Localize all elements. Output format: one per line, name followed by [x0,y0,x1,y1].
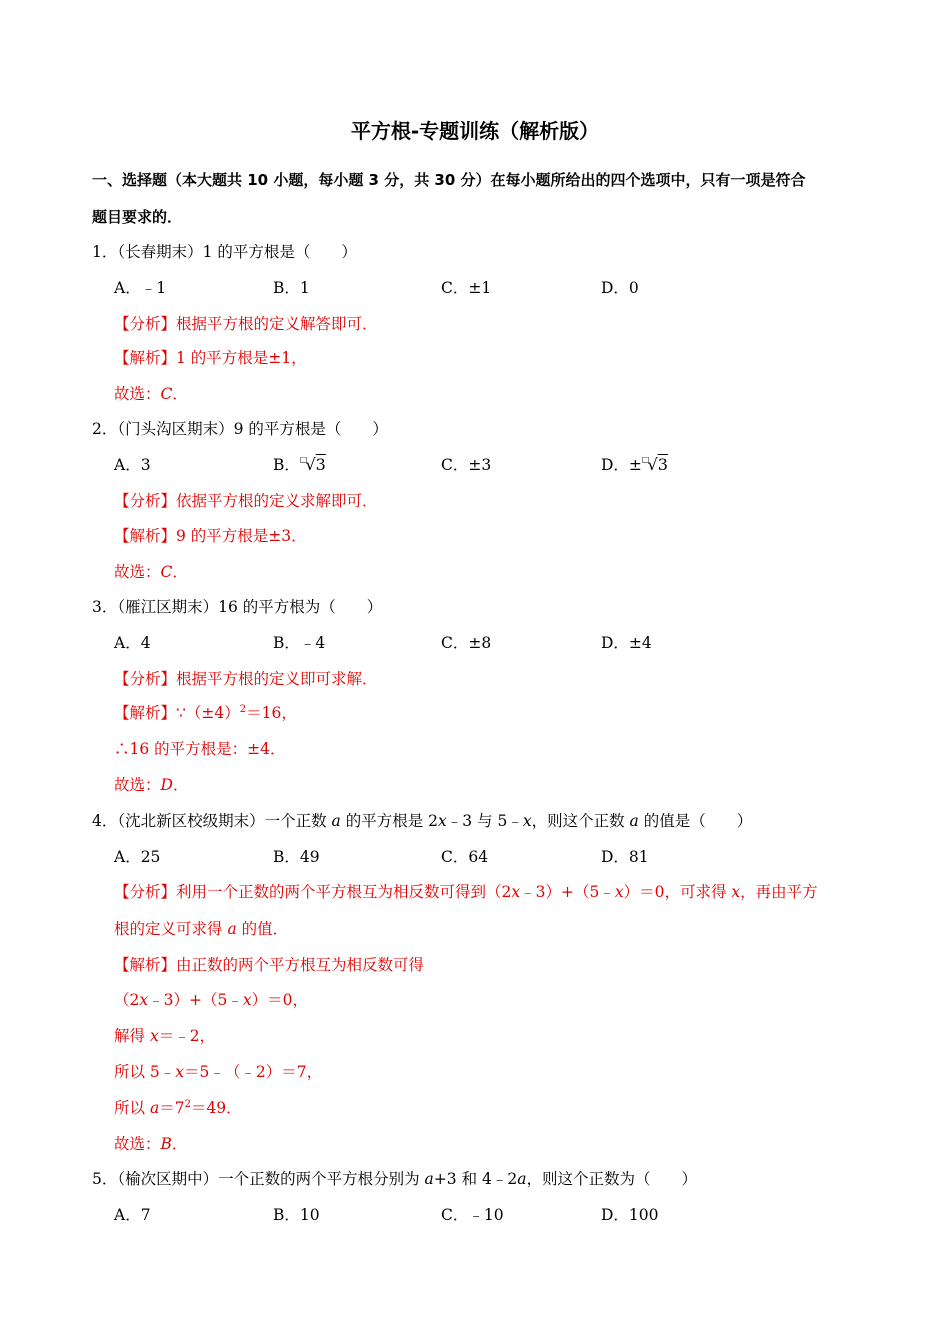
q2-option-d: D．±□√3 [601,455,668,478]
q2-solution: 【解析】9 的平方根是±3． [114,527,307,545]
q1-solution: 【解析】1 的平方根是±1， [114,349,307,367]
q4-option-a: A．25 [114,848,161,866]
cube-root-3: □√3 [641,455,668,474]
q3-analysis: 【分析】根据平方根的定义即可求解． [114,670,378,688]
q2-answer: 故选：C． [114,563,188,581]
q2-option-c: C．±3 [441,456,492,474]
q4-analysis: 【分析】利用一个正数的两个平方根互为相反数可得到（2x﹣3）+（5﹣x）＝0，可求得 x，再由平方 [114,883,818,901]
question-1-stem: 1．（长春期末）1 的平方根是（ ） [92,243,357,261]
q1-option-b: B．1 [273,279,310,297]
q2-option-b: B．□√3 [273,455,326,478]
q2-analysis: 【分析】依据平方根的定义求解即可． [114,492,378,510]
question-5-stem: 5．（榆次区期中）一个正数的两个平方根分别为 a+3 和 4﹣2a，则这个正数为（ ） [92,1170,697,1188]
q5-option-c: C．﹣10 [441,1206,504,1224]
q4-option-c: C．64 [441,848,489,866]
section-header-line1: 一、选择题（本大题共 10 小题，每小题 3 分，共 30 分）在每小题所给出的四个选项中，只有一项是符合 [92,171,806,189]
q5-option-b: B．10 [273,1206,320,1224]
q2-option-a: A．3 [114,456,151,474]
q3-answer: 故选：D． [114,776,189,794]
q1-analysis: 【分析】根据平方根的定义解答即可． [114,315,378,333]
q4-option-b: B．49 [273,848,320,866]
q5-option-d: D．100 [601,1206,659,1224]
q5-option-a: A．7 [114,1206,151,1224]
q1-answer: 故选：C． [114,385,188,403]
q1-option-d: D．0 [601,279,639,297]
q4-analysis-2: 根的定义可求得 a 的值． [114,920,289,938]
q4-solution-4: 所以 5﹣x＝5﹣（﹣2）＝7， [114,1063,323,1081]
cube-root-3: □√3 [299,455,326,474]
q4-solution-5: 所以 $a=7^2=49$． [114,1099,242,1117]
q4-solution: 【解析】由正数的两个平方根互为相反数可得 [114,956,425,974]
question-3-stem: 3．（雁江区期末）16 的平方根为（ ） [92,598,383,616]
q3-solution-2: ∴16 的平方根是：±4． [114,740,286,758]
page-title: 平方根-专题训练（解析版） [350,119,600,143]
section-header-line2: 题目要求的． [92,208,183,226]
q3-option-c: C．±8 [441,634,492,652]
q4-solution-3: 解得 x＝﹣2， [114,1027,216,1045]
question-2-stem: 2．（门头沟区期末）9 的平方根是（ ） [92,420,388,438]
question-4-stem: 4．（沈北新区校级期末）一个正数 a 的平方根是 2x﹣3 与 5﹣x，则这个正数 a 的值是（ ） [92,812,753,830]
solution-tag: 【解析】 [114,349,177,367]
q3-option-d: D．±4 [601,634,652,652]
q3-option-a: A．4 [114,634,151,652]
analysis-tag: 【分析】 [114,315,177,333]
q3-option-b: B．﹣4 [273,634,326,652]
q4-answer: 故选：B． [114,1135,188,1153]
q4-option-d: D．81 [601,848,649,866]
q4-solution-2: （2x﹣3）+（5﹣x）＝0， [114,991,308,1009]
q3-solution: 【解析】$\because(\pm 4)^2=16$， [114,704,297,722]
q1-option-c: C．±1 [441,279,492,297]
q1-option-a: A．﹣1 [114,279,167,297]
